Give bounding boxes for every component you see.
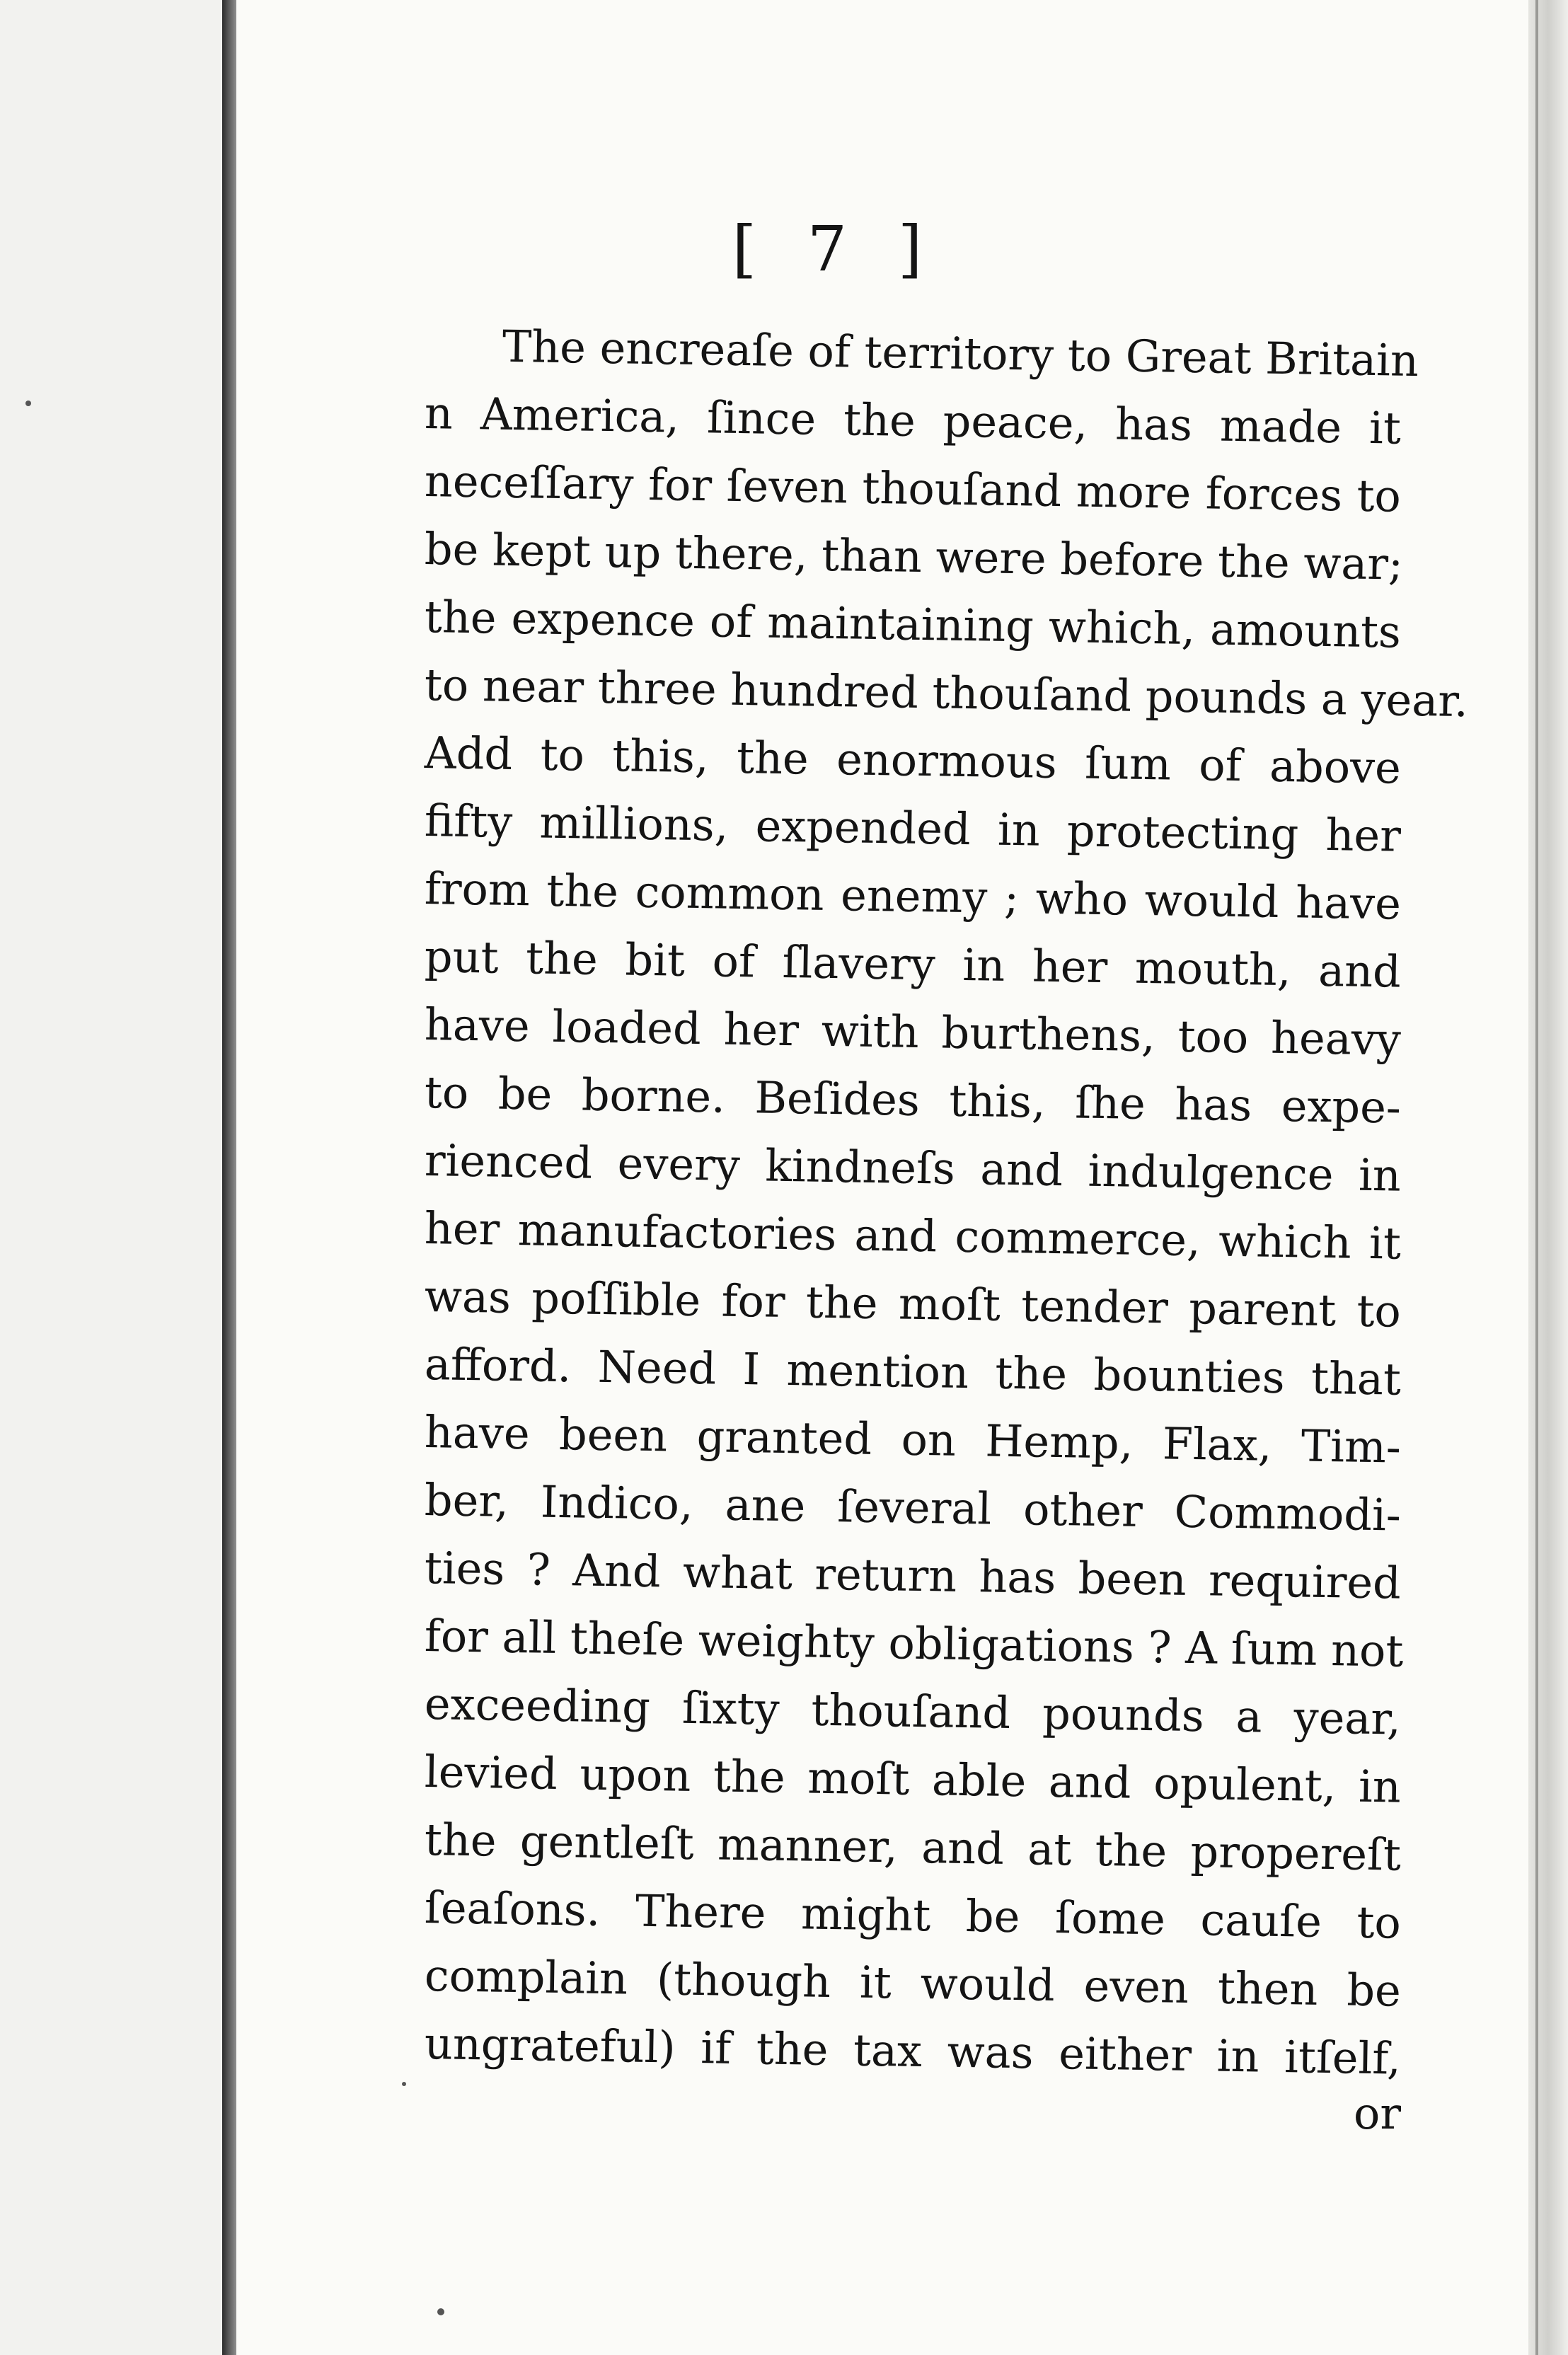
text-line: levied upon the moſt able and opulent, in [424, 1746, 1402, 1813]
text-line: have loaded her with burthens, too heavy [424, 998, 1402, 1066]
text-line: rienced every kindneſs and indulgence in [424, 1134, 1402, 1202]
text-line: from the common enemy ; who would have [424, 863, 1402, 930]
page-edge [1528, 0, 1568, 2355]
text-line: Add to this, the enormous ſum of above [424, 727, 1402, 794]
text-line: neceſſary for ſeven thouſand more forces to [424, 455, 1402, 522]
text-line: ſeaſons. There might be ſome cauſe to [424, 1882, 1402, 1949]
ink-speck [437, 2308, 444, 2315]
text-line: complain (though it would even then be [424, 1950, 1402, 2017]
page-number: [ 7 ] [732, 212, 938, 285]
text-line: to near three hundred thouſand pounds a year. [424, 659, 1469, 727]
text-line: for all theſe weighty obligations ? A ſum not [424, 1610, 1404, 1677]
facing-page [0, 0, 222, 2355]
page-edge-line [1535, 0, 1538, 2355]
ink-speck [25, 401, 31, 406]
text-line: The encreaſe of territory to Great Britain [502, 320, 1419, 387]
text-line: fifty millions, expended in protecting her [424, 795, 1402, 862]
text-line: was poſſible for the moſt tender parent to [424, 1270, 1402, 1337]
text-line: afford. Need I mention the bounties that [424, 1338, 1402, 1405]
body-text [424, 311, 1469, 2085]
text-line: ties ? And what return has been required [424, 1542, 1402, 1609]
text-line: her manufactories and commerce, which it [424, 1202, 1402, 1269]
text-line: put the bit of ſlavery in her mouth, and [424, 931, 1402, 998]
text-line: n America, ſince the peace, has made it [424, 387, 1402, 454]
text-line: have been granted on Hemp, Flax, Tim- [424, 1406, 1402, 1473]
text-line: ungrateful) if the tax was either in itſelf, [424, 2017, 1402, 2085]
text-line: to be borne. Beſides this, ſhe has expe- [424, 1066, 1402, 1134]
text-line: exceeding ſixty thouſand pounds a year, [424, 1678, 1402, 1745]
text-line: be kept up there, than were before the war; [424, 523, 1404, 590]
text-line: ber, Indico, ane ſeveral other Commodi- [424, 1474, 1402, 1541]
gutter-shadow [222, 0, 236, 2355]
text-line: the gentleſt manner, and at the propereſt [424, 1814, 1402, 1881]
ink-speck [402, 2082, 406, 2086]
catchword: or [1354, 2088, 1401, 2139]
text-line: the expence of maintaining which, amounts [424, 591, 1402, 658]
